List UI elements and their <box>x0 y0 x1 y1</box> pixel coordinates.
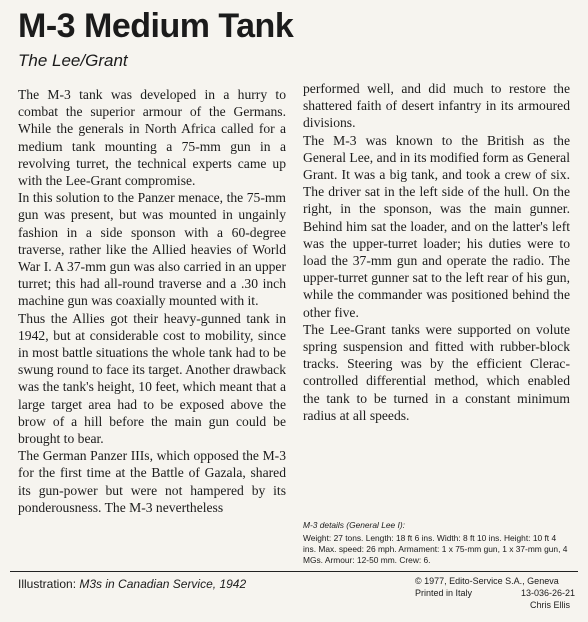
publisher-info <box>415 576 575 599</box>
paragraph: Thus the Allies got their heavy-gunned tank in 1942, but at considerable cost to mobility, since in most battle situations the whole tank had to be swung round to face its target. Another drawback was the tank's height, 10 feet, which meant that a large target area had to be exposed above the brow of a hill before the main gun could be brought to bear. <box>18 310 286 447</box>
illustration-credit <box>18 577 246 591</box>
card-title: M-3 Medium Tank <box>18 7 294 45</box>
specifications-box <box>303 520 571 566</box>
author-credit: Chris Ellis <box>529 600 570 610</box>
specifications-text: Weight: 27 tons. Length: 18 ft 6 ins. Width: 8 ft 10 ins. Height: 10 ft 4 ins. Max. speed: 26 mph. Armament: 1 x 75-mm gun, 1 x 37-mm gun, 4 MGs. Armour: 12-50 mm. Crew: 6. <box>303 533 568 565</box>
paragraph: In this solution to the Panzer menace, the 75-mm gun was present, but was mounted in ungainly fashion in a side sponson with a 60-degree traverse, rather like the Allied heavies of World War I. A 37-mm gun was also carried in an upper turret; this had all-round traverse and a .30 inch machine gun was coaxially mounted with it. <box>18 190 286 309</box>
specifications-heading: M-3 details (General Lee I): <box>303 520 405 530</box>
printed-location: Printed in Italy <box>415 587 473 598</box>
footer-divider <box>10 571 578 572</box>
paragraph: The M-3 was known to the British as the General Lee, and in its modified form as General Grant. It was a big tank, and took a crew of six. The driver sat in the left side of the hull. On the right, in the sponson, was the main gunner. Behind him sat the loader, and on the latter's left was the upper-turret loader; his duties were to load the 37-mm gun and operate the radio. The upper-turret gunner sat to the left rear of his gun, while the commander was positioned behind the other five. <box>303 132 570 320</box>
illustration-title: M3s in Canadian Service, 1942 <box>79 577 247 591</box>
paragraph: performed well, and did much to restore the shattered faith of desert infantry in its armoured divisions. <box>303 81 570 131</box>
paragraph: The Lee-Grant tanks were supported on volute spring suspension and fitted with rubber-block tracks. Steering was by the efficient Clerac-controlled differential method, which enabled the tank to be turned in a constant minimum radius at all speeds. <box>303 321 570 423</box>
card-code: 13-036-26-21 <box>520 587 575 598</box>
card-subtitle: The Lee/Grant <box>18 51 128 70</box>
paragraph: The M-3 tank was developed in a hurry to combat the superior armour of the Germans. While the generals in North Africa called for a medium tank mounting a 75-mm gun in a revolving turret, the technical experts came up with the Lee-Grant compromise. <box>18 87 286 189</box>
illustration-label: Illustration: <box>18 577 77 591</box>
left-column <box>18 86 286 516</box>
copyright-notice: © 1977, Edito-Service S.A., Geneva <box>415 576 559 586</box>
paragraph: The German Panzer IIIs, which opposed the M-3 for the first time at the Battle of Gazala, shared its gun-power but were not hampered by its ponderousness. The M-3 nevertheless <box>18 448 286 515</box>
right-column <box>303 80 570 424</box>
